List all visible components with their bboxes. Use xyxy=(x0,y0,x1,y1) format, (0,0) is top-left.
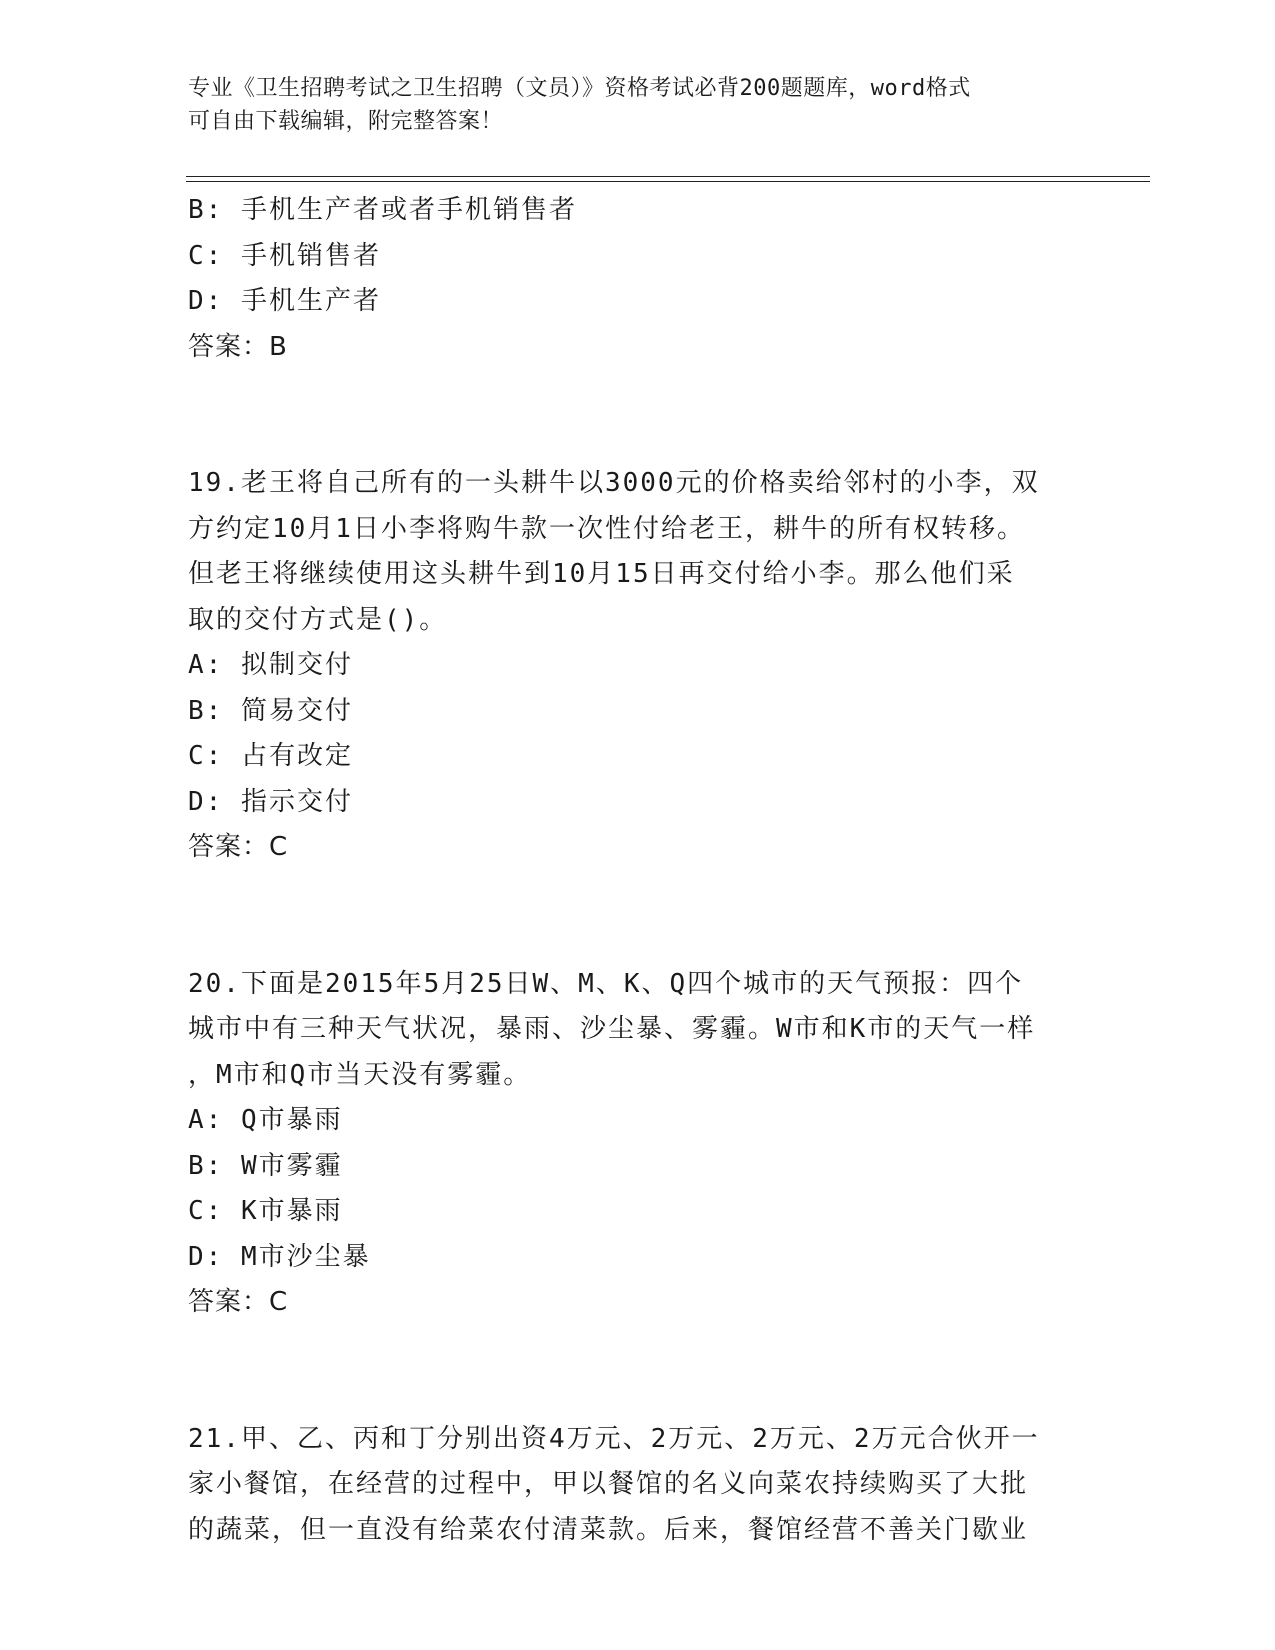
document-header xyxy=(188,72,1068,138)
option-d: D: 手机生产者 xyxy=(188,286,381,316)
question-content xyxy=(188,188,1088,1553)
question-text-line: ，M市和Q市当天没有雾霾。 xyxy=(188,1059,532,1090)
question-text-line: 家小餐馆，在经营的过程中，甲以餐馆的名义向菜农持续购买了大批 xyxy=(188,1469,1029,1499)
header-divider-bottom xyxy=(186,181,1150,182)
question-text-line: 但老王将继续使用这头耕牛到10月15日再交付给小李。那么他们采 xyxy=(188,559,1015,589)
option-b: B: 简易交付 xyxy=(188,695,353,726)
question-20 xyxy=(188,962,1088,1326)
question-text-line: 的蔬菜，但一直没有给菜农付清菜款。后来，餐馆经营不善关门歇业 xyxy=(188,1514,1029,1545)
option-b: B: 手机生产者或者手机销售者 xyxy=(188,195,577,225)
answer: 答案：B xyxy=(188,331,288,362)
option-c: C: K市暴雨 xyxy=(188,1196,343,1226)
option-d: D: 指示交付 xyxy=(188,786,353,817)
question-18 xyxy=(188,188,1088,370)
question-text-line: 方约定10月1日小李将购牛款一次性付给老王，耕牛的所有权转移。 xyxy=(188,513,1025,544)
option-c: C: 手机销售者 xyxy=(188,240,381,271)
question-text-line: 21.甲、乙、丙和丁分别出资4万元、2万元、2万元、2万元合伙开一 xyxy=(188,1423,1040,1454)
option-a: A: 拟制交付 xyxy=(188,650,353,680)
header-line-2: 可自由下载编辑，附完整答案！ xyxy=(188,109,504,134)
question-21 xyxy=(188,1417,1088,1554)
option-d: D: M市沙尘暴 xyxy=(188,1241,371,1272)
answer: 答案：C xyxy=(188,832,289,862)
question-text-line: 19.老王将自己所有的一头耕牛以3000元的价格卖给邻村的小李，双 xyxy=(188,468,1040,498)
question-text-line: 取的交付方式是()。 xyxy=(188,604,448,635)
question-text-line: 20.下面是2015年5月25日W、M、K、Q四个城市的天气预报：四个 xyxy=(188,968,1024,999)
question-19 xyxy=(188,461,1088,871)
option-a: A: Q市暴雨 xyxy=(188,1105,343,1135)
answer: 答案：C xyxy=(188,1287,289,1317)
header-line-1: 专业《卫生招聘考试之卫生招聘（文员）》资格考试必背200题题库，word格式 xyxy=(188,76,971,101)
header-divider-top xyxy=(186,176,1150,177)
option-b: B: W市雾霾 xyxy=(188,1150,343,1181)
option-c: C: 占有改定 xyxy=(188,741,353,771)
question-text-line: 城市中有三种天气状况，暴雨、沙尘暴、雾霾。W市和K市的天气一样 xyxy=(188,1014,1036,1044)
